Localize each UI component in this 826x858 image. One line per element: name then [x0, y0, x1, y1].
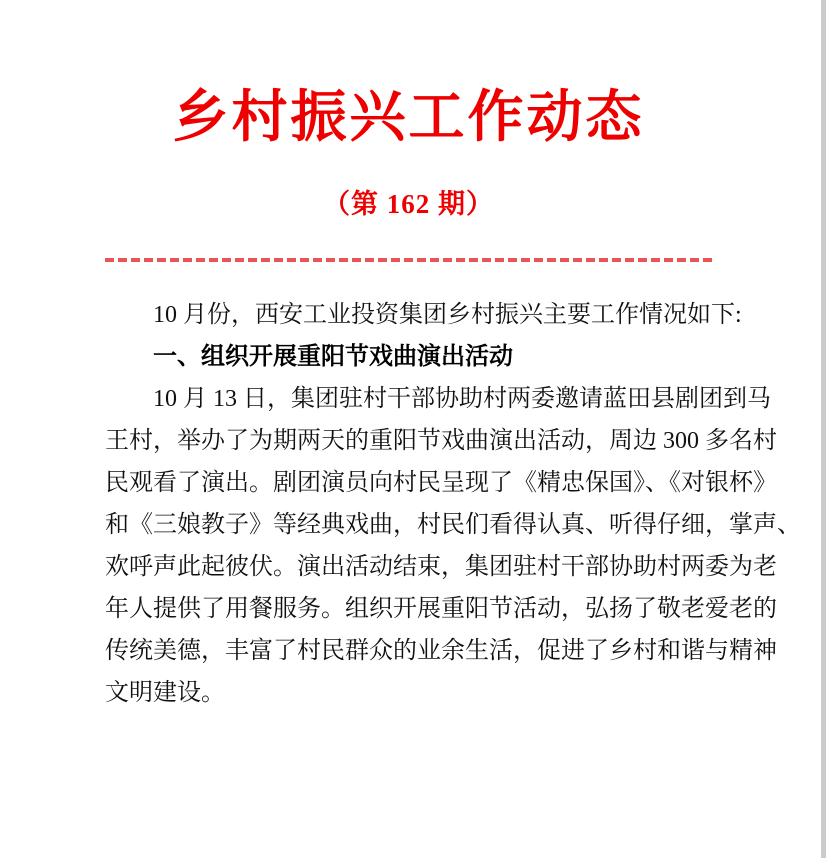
newsletter-title: 乡村振兴工作动态 — [172, 87, 645, 149]
document-page — [105, 0, 801, 858]
issue-number: （第 162 期） — [323, 189, 494, 219]
paragraph-line: 王村，举办了为期两天的重阳节戏曲演出活动，周边 300 多名村 — [105, 428, 777, 454]
paragraph-line: 年人提供了用餐服务。组织开展重阳节活动，弘扬了敬老爱老的 — [105, 596, 777, 622]
paragraph-line: 文明建设。 — [105, 680, 225, 706]
paragraph-line: 民观看了演出。剧团演员向村民呈现了《精忠保国》、《对银杯》 — [105, 470, 777, 496]
paragraph-line: 传统美德，丰富了村民群众的业余生活，促进了乡村和谐与精神 — [105, 638, 777, 664]
red-dashed-divider — [105, 258, 712, 262]
paragraph-line: 和《三娘教子》等经典戏曲，村民们看得认真、听得仔细，掌声、 — [105, 512, 801, 538]
paragraph-line: 10 月 13 日，集团驻村干部协助村两委邀请蓝田县剧团到马 — [153, 386, 771, 412]
intro-line: 10 月份，西安工业投资集团乡村振兴主要工作情况如下: — [153, 302, 742, 328]
paragraph-line: 欢呼声此起彼伏。演出活动结束，集团驻村干部协助村两委为老 — [105, 554, 777, 580]
document-body — [105, 294, 801, 714]
section-heading: 一、组织开展重阳节戏曲演出活动 — [153, 343, 513, 370]
scrollbar-track[interactable] — [821, 0, 826, 858]
